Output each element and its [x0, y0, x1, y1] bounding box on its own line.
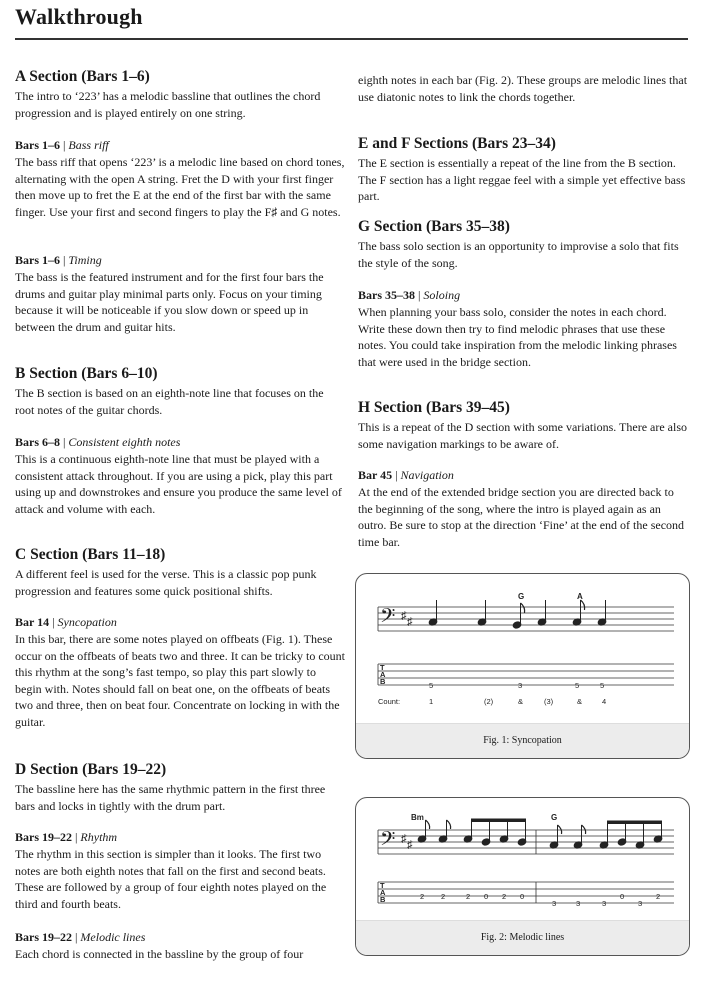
- tab-number: 2: [502, 892, 507, 901]
- subhead-topic: Consistent eighth notes: [68, 435, 181, 449]
- g-section-soloing: [358, 287, 688, 370]
- tab-letter: B: [380, 677, 386, 686]
- b-section-eighth-notes: [15, 434, 345, 517]
- h-section-heading: H Section (Bars 39–45): [358, 399, 510, 416]
- tab-number: 5: [575, 681, 580, 690]
- subhead-bars: Bars 35–38: [358, 288, 415, 302]
- tab-number: 3: [518, 681, 523, 690]
- tab-number: 0: [520, 892, 525, 901]
- subhead-topic: Soloing: [423, 288, 461, 302]
- a-section-timing: [15, 252, 345, 335]
- subhead-separator: |: [60, 253, 69, 267]
- subhead: [15, 829, 345, 845]
- tab-number: 0: [620, 892, 625, 901]
- note-flag: [521, 603, 525, 613]
- d-section: [15, 761, 345, 814]
- subhead-separator: |: [72, 930, 81, 944]
- subhead: [15, 929, 345, 945]
- subhead-bars: Bar 45: [358, 468, 393, 482]
- ef-section-heading: E and F Sections (Bars 23–34): [358, 135, 556, 152]
- subhead-separator: |: [49, 615, 58, 629]
- subsection-text: Each chord is connected in the bassline by the group of four: [15, 947, 304, 961]
- subhead-topic: Timing: [68, 253, 102, 267]
- b-section-intro: The B section is based on an eighth-note line that focuses on the root notes of the guitar chords.: [15, 386, 324, 417]
- bass-clef-icon: 𝄢: [380, 827, 396, 855]
- subhead-bars: Bars 1–6: [15, 138, 60, 152]
- subsection-text: At the end of the extended bridge section you are directed back to the beginning of the song, where the intro is played again as an outro. Be sure to stop at the direction ‘Fine’ at the end of the second time bar.: [358, 485, 685, 549]
- d-section-heading: D Section (Bars 19–22): [15, 761, 167, 778]
- tab-letter: T: [380, 881, 385, 890]
- count-beat: &: [577, 697, 583, 706]
- c-section-syncopation: [15, 614, 345, 731]
- h-section: [358, 399, 688, 452]
- a-section-heading: A Section (Bars 1–6): [15, 68, 150, 85]
- subhead-bars: Bars 19–22: [15, 830, 72, 844]
- tab-letter: T: [380, 663, 385, 672]
- c-section-intro: A different feel is used for the verse. This is a classic pop punk progression and features some quick positional shifts.: [15, 567, 317, 598]
- tab-number: 3: [576, 899, 581, 908]
- figure-2-melodic-lines: [355, 797, 690, 956]
- subhead-separator: |: [72, 830, 81, 844]
- subhead-bars: Bars 1–6: [15, 253, 60, 267]
- subsection-text: The bass is the featured instrument and for the first four bars the drums and guitar play minimal parts only. Focus on your timing because it will be noticeable if you slow down or speed up in between the drum and guitar hits.: [15, 270, 324, 334]
- subhead-bars: Bars 6–8: [15, 435, 60, 449]
- count-beat: (2): [484, 697, 494, 706]
- g-section-heading: G Section (Bars 35–38): [358, 218, 510, 235]
- d-section-rhythm: [15, 829, 345, 912]
- count-beat: 4: [602, 697, 607, 706]
- figure-caption: Fig. 2: Melodic lines: [356, 920, 689, 955]
- a-section-bass-riff: [15, 137, 345, 220]
- page-title: Walkthrough: [15, 4, 143, 29]
- note-flag: [581, 600, 585, 610]
- subhead-separator: |: [60, 138, 69, 152]
- staff: [378, 607, 674, 631]
- continued-text: eighth notes in each bar (Fig. 2). These groups are melodic lines that use diatonic notes to link the chords together.: [358, 73, 688, 104]
- subhead: [358, 287, 688, 303]
- subsection-text: In this bar, there are some notes played on offbeats (Fig. 1). These occur on the offbeats of beats two and three. It can be tricky to count this rhythm at the song’s fast tempo, so play this part slowly to begin with. Notes should fall on beat one, on the offbeats of beats two and three, then on beat four. Concentrate on locking in with the guitar.: [15, 632, 345, 729]
- chord-label: Bm: [411, 813, 424, 822]
- subhead: [15, 252, 345, 268]
- chord-label: A: [577, 592, 583, 601]
- subhead-topic: Navigation: [400, 468, 454, 482]
- subhead: [15, 614, 345, 630]
- tab-number: 2: [441, 892, 446, 901]
- g-section: [358, 218, 688, 271]
- subsection-text: This is a continuous eighth-note line that must be played with a consistent attack throughout. If you are using a pick, play this part using up and downstrokes and ensure you produce the same level of attack and volume with each.: [15, 452, 342, 516]
- a-section-intro: The intro to ‘223’ has a melodic bassline that outlines the chord progression and is played entirely on one string.: [15, 89, 321, 120]
- a-section: [15, 68, 345, 121]
- subhead-topic: Melodic lines: [80, 930, 146, 944]
- figure-caption: Fig. 1: Syncopation: [356, 723, 689, 758]
- tab-number: 2: [466, 892, 471, 901]
- sharp-icon: ♯: [401, 833, 407, 845]
- figure-1-syncopation: [355, 573, 690, 759]
- count-beat: (3): [544, 697, 554, 706]
- fig2-notation: [356, 798, 689, 922]
- d-section-intro: The bassline here has the same rhythmic pattern in the first three bars and locks in tightly with the drum part.: [15, 782, 326, 813]
- bass-clef-icon: 𝄢: [380, 604, 396, 632]
- subhead-bars: Bars 19–22: [15, 930, 72, 944]
- tab-letter: B: [380, 895, 386, 904]
- tab-letter: A: [380, 670, 386, 679]
- subsection-text: The bass riff that opens ‘223’ is a melodic line based on chord tones, alternating with the open A string. Fret the D with your first finger then move up to fret the E at the end of the first bar with the same finger. Use your first and second fingers to play the F♯ and G notes.: [15, 155, 345, 219]
- chord-label: G: [551, 813, 558, 822]
- sharp-icon: ♯: [407, 616, 413, 628]
- tab-staff: [378, 664, 674, 685]
- subsection-text: The rhythm in this section is simpler than it looks. The first two notes are both eighth notes that fall on the first and second beats. These are followed by a group of four eighth notes played on the third and fourth beats.: [15, 847, 327, 911]
- sharp-icon: ♯: [401, 610, 407, 622]
- subsection-text: When planning your bass solo, consider the notes in each chord. Write these down then try to find melodic phrases that use these notes. You could take inspiration from the melodic linking phrases that were used in the bridge section.: [358, 305, 677, 369]
- subhead-bars: Bar 14: [15, 615, 50, 629]
- fig2-notes: [417, 819, 663, 849]
- count-beat: &: [518, 697, 524, 706]
- subhead: [358, 467, 688, 483]
- subhead-topic: Bass riff: [68, 138, 109, 152]
- c-section: [15, 546, 345, 599]
- subhead-topic: Rhythm: [80, 830, 118, 844]
- ef-section-intro: The E section is essentially a repeat of the line from the B section. The F section has a light reggae feel with a simple yet effective bass part.: [358, 156, 686, 204]
- subhead-separator: |: [392, 468, 401, 482]
- count-label: Count:: [378, 697, 401, 706]
- tab-number: 3: [638, 899, 643, 908]
- c-section-heading: C Section (Bars 11–18): [15, 546, 166, 563]
- title-divider: [15, 38, 688, 40]
- tab-number: 3: [552, 899, 557, 908]
- d-section-continued: [358, 72, 688, 105]
- g-section-intro: The bass solo section is an opportunity to improvise a solo that fits the style of the song.: [358, 239, 679, 270]
- tab-number: 5: [429, 681, 434, 690]
- tab-number: 0: [484, 892, 489, 901]
- subhead: [15, 434, 345, 450]
- tab-number: 2: [420, 892, 425, 901]
- b-section: [15, 365, 345, 418]
- subhead-separator: |: [60, 435, 69, 449]
- b-section-heading: B Section (Bars 6–10): [15, 365, 158, 382]
- tab-letter: A: [380, 888, 386, 897]
- fig1-notation: [356, 574, 689, 724]
- subhead-separator: |: [415, 288, 424, 302]
- h-section-navigation: [358, 467, 688, 550]
- count-beat: 1: [429, 697, 434, 706]
- subhead-topic: Syncopation: [57, 615, 117, 629]
- tab-number: 5: [600, 681, 605, 690]
- subhead: [15, 137, 345, 153]
- tab-number: 2: [656, 892, 661, 901]
- ef-section: [358, 135, 688, 205]
- d-section-melodic-lines: [15, 929, 345, 963]
- sharp-icon: ♯: [407, 839, 413, 851]
- h-section-intro: This is a repeat of the D section with some variations. There are also some navigation markings to be aware of.: [358, 420, 688, 451]
- tab-number: 3: [602, 899, 607, 908]
- chord-label: G: [518, 592, 525, 601]
